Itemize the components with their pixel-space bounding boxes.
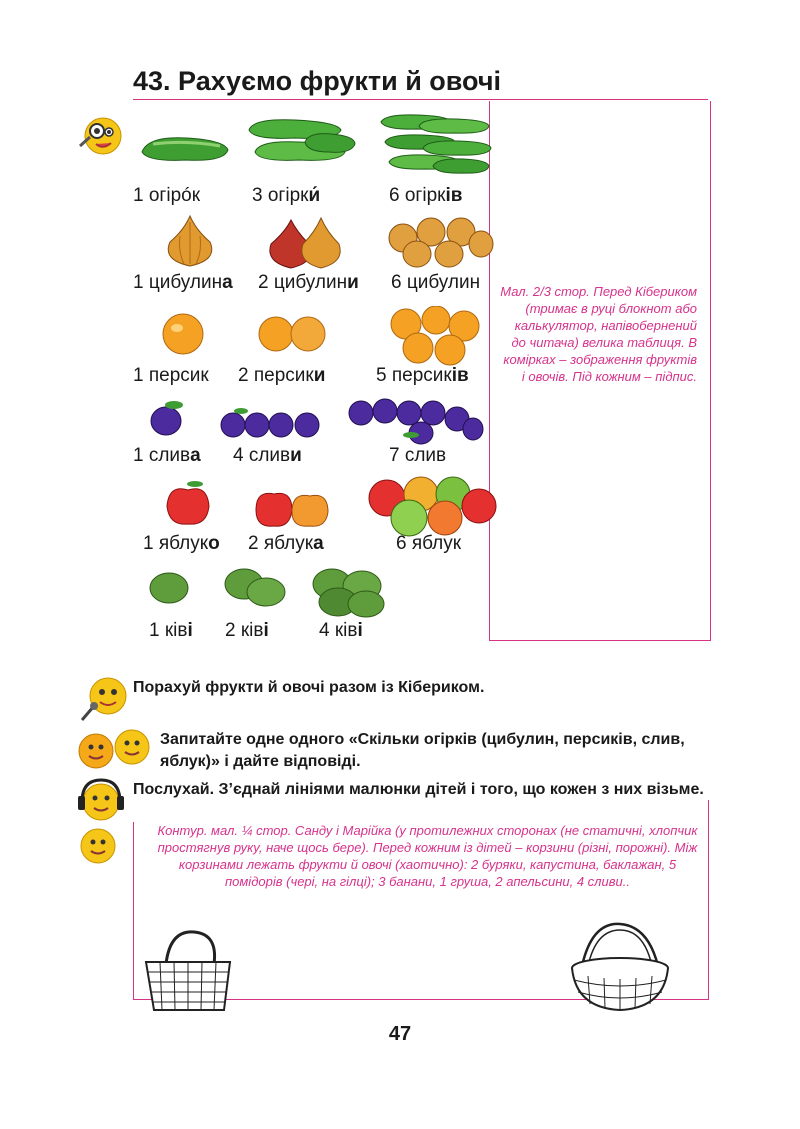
divider-tick [489, 456, 490, 466]
apple-count-label: 6 яблук [396, 533, 462, 554]
peach-count-label: 1 персик [133, 365, 209, 386]
apple-icon [365, 472, 499, 538]
page-title: 43. Рахуємо фрукти й овочі [133, 66, 502, 96]
pair-of-smileys-icon [76, 727, 156, 771]
cucumber-count-label: 1 огірóк [133, 185, 201, 206]
kiwi-icon [222, 566, 288, 608]
cucumber-icon [245, 116, 357, 166]
peach-icon [388, 306, 484, 366]
cucumber-count-label: 3 огірки́ [252, 185, 321, 206]
onion-icon [385, 214, 495, 270]
plum-count-label: 1 слива [133, 445, 201, 466]
peach-count-label: 5 персиків [376, 365, 469, 386]
box-border-right [708, 800, 709, 1000]
plum-count-label: 7 слив [389, 445, 447, 466]
cucumber-icon [377, 112, 493, 176]
cucumber-count-label: 6 огірків [389, 185, 463, 206]
task-ask-each-other: Запитайте одне одного «Скільки огірків (цибулин, персиків, слив, яблук)» і дайте відповіді. [160, 731, 685, 770]
kiwi-icon [147, 570, 191, 606]
basket-right-icon [568, 922, 672, 1014]
page-number: 47 [388, 1023, 412, 1045]
kiberik-magnifier-icon [76, 113, 126, 158]
apple-icon [163, 478, 213, 528]
peach-icon [160, 310, 206, 356]
kiwi-count-label: 4 ківі [319, 620, 363, 641]
divider-tick [489, 372, 490, 382]
onion-count-label: 2 цибулини [258, 272, 359, 293]
apple-count-label: 2 яблука [248, 533, 324, 554]
kiwi-count-label: 2 ківі [225, 620, 269, 641]
kiberik-headphones-icon [76, 778, 126, 870]
divider-tick [489, 180, 490, 190]
apple-icon [252, 484, 332, 530]
plum-count-label: 4 сливи [233, 445, 302, 466]
kiwi-icon [308, 566, 388, 618]
drawing-note: Контур. мал. ¼ стор. Санду і Марійка (у протилежних сторонах (не статичні, хлопчик простягнув руку, наче щось бере). Перед кожним із дітей – корзини (різні, порожні). Між корзинами лежать фрукти й овочі (хаотично): 2 буряки, капустина, баклажан, 5 помідорів (чері, на гілці); 3 банани, 1 груша, 2 апельсини, 4 сливи.. [157, 823, 698, 889]
peach-count-label: 2 персики [238, 365, 326, 386]
cucumber-icon [138, 130, 232, 164]
basket-left-icon [138, 928, 238, 1014]
kiberik-microphone-icon [76, 674, 130, 724]
onion-count-label: 1 цибулина [133, 272, 233, 293]
apple-count-label: 1 яблуко [143, 533, 220, 554]
onion-count-label: 6 цибулин [391, 272, 481, 293]
task-connect-lines: Послухай. З’єднай лініями малюнки дітей і того, що кожен з них візьме. [133, 781, 704, 798]
title-underline [133, 99, 708, 100]
box-border-left [133, 822, 134, 1000]
plum-icon [345, 397, 485, 447]
peach-icon [258, 312, 328, 356]
illustration-note: Мал. 2/3 стор. Перед Кібериком (тримає в руці блокнот або калькулятор, напівобернений до читача) велика таблиця. В комірках – зображення фруктів і овочів. Під кожним – підпис. [500, 284, 697, 384]
plum-icon [219, 405, 323, 441]
task-count: Порахуй фрукти й овочі разом із Кібериком. [133, 679, 485, 696]
plum-icon [146, 397, 188, 437]
kiwi-count-label: 1 ківі [149, 620, 193, 641]
onion-icon [265, 214, 345, 270]
onion-icon [160, 212, 220, 270]
